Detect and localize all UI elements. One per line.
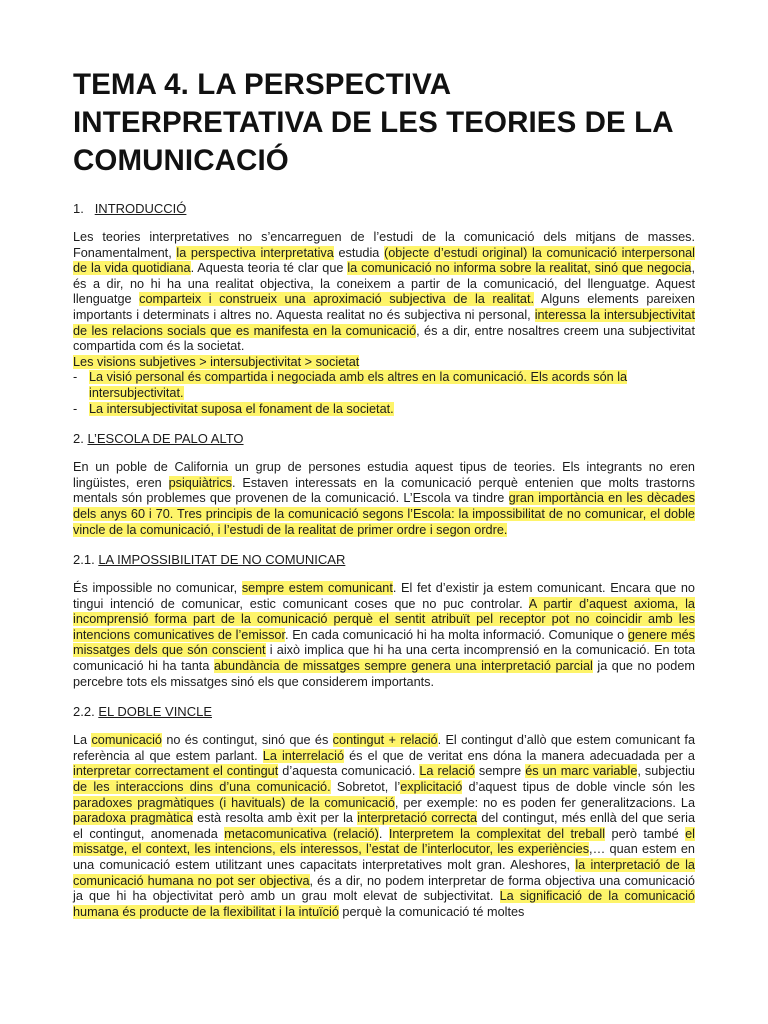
highlighted-text: interpretar correctament el contingut — [73, 764, 279, 779]
highlighted-text: comunicació — [91, 733, 162, 748]
highlighted-text: la perspectiva interpretativa — [176, 245, 334, 260]
text-run: , és a dir, no hi ha una realitat objectiva, la coneixem a partir de la comunicació, del llenguatge. Aquest llenguatge — [73, 261, 695, 307]
highlighted-text: sempre estem comunicant — [241, 581, 393, 596]
list-item: - La intersubjectivitat suposa el fonament de la societat. — [73, 401, 394, 416]
highlighted-text: paradoxes pragmàtiques (i havituals) de la comunicació — [73, 795, 395, 810]
highlighted-text: La interrelació — [262, 748, 345, 763]
highlighted-text: paradoxa pragmàtica — [73, 811, 193, 826]
section-title: L’ESCOLA DE PALO ALTO — [87, 431, 244, 447]
highlighted-text: psiquiàtrics — [168, 475, 233, 490]
highlighted-text: la comunicació no informa sobre la realitat, sinó que negocia — [347, 261, 692, 276]
text-run: . Aquesta teoria té clar que — [190, 261, 348, 276]
text-run: ,… quan estem en una comunicació estem utilitzant unes capacitats interpretatives molt gran. Aleshores, — [73, 842, 695, 872]
paragraph — [73, 460, 695, 538]
text-run: d’aquest tipus de doble vincle són les — [462, 780, 695, 795]
highlighted-text: el missatge, el context, les intencions, els interessos, l’estat de l’interlocutor, les experiències — [73, 826, 695, 857]
text-run: Les teories interpretatives no s’encarreguen de l’estudi de la comunicació dels mitjans de masses. Fonamentalment, — [73, 230, 695, 260]
highlighted-text: gran importància en les dècades dels anys 60 i 70. Tres principis de la comunicació segons l’Escola: la impossibilitat de no comunicar, el doble vincle de la comunicació, i l’estudi de la realitat de primer ordre i segon ordre. — [73, 491, 695, 537]
text-run: Alguns elements pareixen importants i determinats i altres no. Aquesta realitat no és subjectiva ni personal, — [73, 292, 695, 322]
text-run: ja que no podem percebre tots els missatges sinó els que considerem importants. — [73, 659, 695, 689]
section-heading-doble-vincle — [73, 703, 695, 720]
highlighted-text: interpretació correcta — [357, 811, 478, 826]
highlighted-text: A partir d’aquest axioma, la incomprensió forma part de la comunicació perquè el sentit atribuït pel receptor pot no coincidir amb les intencions comunicatives de l’emissor — [73, 596, 695, 642]
highlighted-text: de les interaccions dins d’una comunicació. — [73, 780, 331, 795]
text-run: Sobretot, l’ — [330, 780, 401, 795]
highlighted-text: La significació de la comunicació humana és producte de la flexibilitat i la intuïció — [73, 889, 695, 919]
highlighted-text: és un marc variable — [525, 764, 638, 779]
section-number: 1. — [73, 201, 84, 216]
text-run: . En cada comunicació hi ha molta informació. Comunique o — [285, 627, 628, 642]
highlighted-text: La relació — [419, 764, 475, 779]
highlighted-text: comparteix i construeix una aproximació subjectiva de la realitat. — [139, 292, 535, 307]
section-title: EL DOBLE VINCLE — [98, 704, 212, 720]
section-number: 2.2. — [73, 704, 95, 720]
section-heading-introduccio — [73, 200, 695, 217]
section-title: INTRODUCCIÓ — [94, 201, 187, 216]
section-doble-vincle — [73, 733, 695, 920]
text-run: , per exemple: no es poden fer generalitzacions. La — [394, 795, 696, 810]
text-run: no és contingut, sinó que és — [161, 733, 333, 748]
section-introduccio — [73, 230, 695, 417]
paragraph — [73, 230, 695, 355]
paragraph — [73, 581, 695, 690]
highlighted-text: interessa la intersubjectivitat de les relacions socials que es manifesta en la comunicació — [73, 307, 695, 338]
highlighted-text: explicitació — [400, 780, 463, 795]
highlighted-text: Interpretem la complexitat del treball — [388, 826, 606, 841]
section-heading-impossibilitat — [73, 551, 695, 568]
text-run: és el que de veritat ens dóna la manera adecuadada per a — [344, 748, 695, 763]
text-run: perquè la comunicació té moltes — [338, 904, 525, 919]
text-run: . — [378, 826, 389, 841]
text-run: És impossible no comunicar, — [73, 581, 242, 596]
bullet-list — [73, 370, 695, 417]
text-run: està resolta amb èxit per la — [192, 811, 358, 826]
list-item: - La visió personal és compartida i negociada amb els altres en la comunicació. Els acords són la intersubjectivitat. — [73, 370, 628, 400]
highlighted-text: genere més missatges dels que són conscient — [73, 627, 695, 658]
section-number: 2.1. — [73, 552, 95, 568]
text-run: La — [73, 733, 92, 748]
paragraph — [73, 733, 695, 920]
section-number: 2. — [73, 431, 84, 447]
highlighted-text: (objecte d’estudi original) la comunicació interpersonal de la vida quotidiana — [73, 245, 696, 276]
text-run: i això implica que hi ha una certa incomprensió en la comunicació. En tota comunicació hi ha tanta — [73, 643, 695, 674]
highlighted-text: abundància de missatges sempre genera una interpretació parcial — [213, 659, 593, 674]
section-impossibilitat — [73, 581, 695, 690]
section-heading-palo-alto — [73, 430, 695, 447]
text-run: sempre — [474, 764, 526, 779]
visions-line: Les visions subjetives > intersubjectivitat > societat — [73, 354, 360, 369]
text-run: , és a dir, no podem interpretar de forma objectiva una comunicació ja que hi ha objectivitat però amb un grau molt elevat de subjectivitat. — [73, 873, 695, 904]
section-palo-alto — [73, 460, 695, 538]
text-run: . Estaven interessats en la comunicació perquè entenien que molts trastorns mentals són problemes que provenen de la comunicació. L’Escola va tindre — [73, 475, 695, 506]
highlighted-text: contingut + relació — [332, 733, 438, 748]
text-run: del contingut, més enllà del que seria el contingut, anomenada — [73, 811, 696, 841]
text-run: d’aquesta comunicació. — [278, 764, 420, 779]
text-run: . El contingut d’allò que estem comunicant fa referència al que estem parlant. — [73, 733, 696, 763]
text-run: estudia — [333, 245, 385, 260]
text-run: . El fet d’existir ja estem comunicant. Encara que no tingui intenció de comunicar, estic comunicant coses que no puc controlar. — [73, 581, 695, 611]
section-title: LA IMPOSSIBILITAT DE NO COMUNICAR — [98, 552, 346, 568]
text-run: , és a dir, entre nosaltres creem una subjectivitat compartida com és la societat. — [73, 323, 695, 354]
text-run: però també — [605, 826, 686, 841]
page-title: TEMA 4. LA PERSPECTIVA INTERPRETATIVA DE LES TEORIES DE LA COMUNICACIÓ — [73, 68, 673, 177]
highlighted-text: metacomunicativa (relació) — [224, 826, 379, 841]
text-run: , subjectiu — [637, 764, 695, 779]
highlighted-text: la interpretació de la comunicació humana no pot ser objectiva — [73, 858, 695, 888]
text-run: En un poble de California un grup de persones estudia aquest tipus de teories. Els integrants no eren lingüistes, eren — [73, 460, 695, 490]
